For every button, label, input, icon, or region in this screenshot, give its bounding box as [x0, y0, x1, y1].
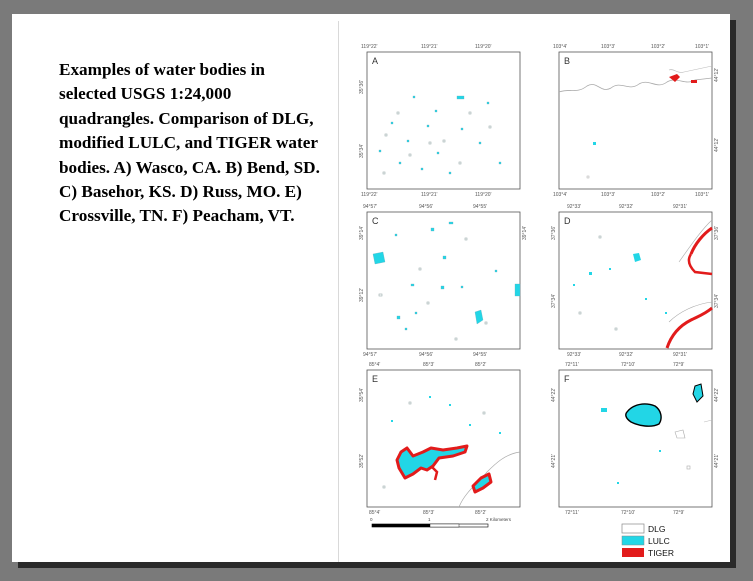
legend-swatch-lulc	[622, 536, 644, 545]
panel-letter-c: C	[372, 216, 379, 226]
svg-text:44°22': 44°22'	[714, 387, 720, 402]
svg-text:37°36': 37°36'	[551, 225, 557, 240]
svg-text:119°20': 119°20'	[475, 192, 492, 198]
map-figure	[339, 22, 729, 562]
panel-e	[367, 370, 520, 507]
svg-text:94°56': 94°56'	[419, 352, 434, 358]
svg-text:72°10': 72°10'	[621, 510, 636, 516]
svg-text:44°22': 44°22'	[551, 387, 557, 402]
svg-text:103°4': 103°4'	[553, 192, 568, 198]
svg-text:92°33': 92°33'	[567, 204, 582, 210]
svg-text:85°4': 85°4'	[369, 510, 381, 516]
panel-letter-d: D	[564, 216, 571, 226]
svg-text:72°11': 72°11'	[565, 362, 579, 368]
panel-letter-e: E	[372, 374, 379, 384]
svg-text:103°3': 103°3'	[601, 44, 616, 50]
legend-label-lulc: LULC	[648, 536, 670, 546]
svg-text:119°20': 119°20'	[475, 44, 492, 50]
svg-text:35°34': 35°34'	[359, 143, 365, 158]
scale-label-0: 0	[370, 517, 373, 522]
svg-text:119°21': 119°21'	[421, 44, 438, 50]
svg-text:94°55': 94°55'	[473, 352, 488, 358]
svg-text:85°3': 85°3'	[423, 362, 435, 368]
svg-text:37°36': 37°36'	[714, 225, 720, 240]
svg-text:72°9': 72°9'	[673, 362, 685, 368]
legend-swatch-dlg	[622, 524, 644, 533]
svg-text:119°22': 119°22'	[361, 44, 378, 50]
scale-label-2: 2 Kilometers	[486, 517, 512, 522]
figure-caption: Examples of water bodies in selected USGS 1:24,000 quadrangles. Comparison of DLG, modified LULC, and TIGER water bodies. A) Wasco, CA. B) Bend, SD. C) Basehor, KS. D) Russ, MO. E) Crossville, TN. F) Peacham, VT.	[59, 60, 320, 226]
svg-text:39°14': 39°14'	[359, 225, 365, 240]
svg-text:103°2': 103°2'	[651, 192, 666, 198]
svg-text:37°34': 37°34'	[714, 293, 720, 308]
scale-label-1: 1	[428, 517, 431, 522]
svg-text:35°52': 35°52'	[359, 453, 365, 468]
panel-letter-b: B	[564, 56, 571, 66]
svg-text:92°32': 92°32'	[619, 352, 634, 358]
svg-text:44°21': 44°21'	[551, 453, 557, 468]
svg-text:44°12': 44°12'	[714, 137, 720, 152]
svg-text:44°21': 44°21'	[714, 453, 720, 468]
legend-label-tiger: TIGER	[648, 548, 674, 558]
svg-text:72°11': 72°11'	[565, 510, 579, 516]
svg-text:39°14': 39°14'	[522, 225, 528, 240]
svg-text:85°2': 85°2'	[475, 510, 487, 516]
svg-text:39°12': 39°12'	[359, 287, 365, 302]
svg-text:92°31': 92°31'	[673, 204, 688, 210]
svg-text:92°33': 92°33'	[567, 352, 582, 358]
svg-text:119°21': 119°21'	[421, 192, 438, 198]
svg-text:35°36': 35°36'	[359, 79, 365, 94]
panel-letter-f: F	[564, 374, 570, 384]
svg-text:103°1': 103°1'	[695, 192, 710, 198]
legend-swatch-tiger	[622, 548, 644, 557]
panel-a	[367, 52, 520, 189]
svg-text:44°12': 44°12'	[714, 67, 720, 82]
scale-bar	[370, 517, 512, 527]
svg-text:85°3': 85°3'	[423, 510, 435, 516]
panel-b	[559, 52, 712, 189]
panel-c	[367, 212, 520, 349]
svg-text:103°2': 103°2'	[651, 44, 666, 50]
svg-text:72°10': 72°10'	[621, 362, 636, 368]
svg-text:94°55': 94°55'	[473, 204, 488, 210]
svg-text:85°2': 85°2'	[475, 362, 487, 368]
legend-label-dlg: DLG	[648, 524, 666, 534]
svg-text:94°57': 94°57'	[363, 352, 378, 358]
svg-text:37°34': 37°34'	[551, 293, 557, 308]
svg-text:92°31': 92°31'	[673, 352, 688, 358]
svg-text:103°1': 103°1'	[695, 44, 710, 50]
svg-text:94°56': 94°56'	[419, 204, 434, 210]
svg-text:72°9': 72°9'	[673, 510, 685, 516]
svg-text:92°32': 92°32'	[619, 204, 634, 210]
legend	[622, 524, 674, 558]
panel-letter-a: A	[372, 56, 379, 66]
svg-text:103°4': 103°4'	[553, 44, 568, 50]
panel-f	[559, 370, 712, 507]
svg-text:103°3': 103°3'	[601, 192, 616, 198]
svg-text:119°22': 119°22'	[361, 192, 378, 198]
svg-text:94°57': 94°57'	[363, 204, 378, 210]
panel-d	[559, 212, 712, 349]
svg-text:35°54': 35°54'	[359, 387, 365, 402]
slide	[12, 14, 730, 562]
svg-text:85°4': 85°4'	[369, 362, 381, 368]
